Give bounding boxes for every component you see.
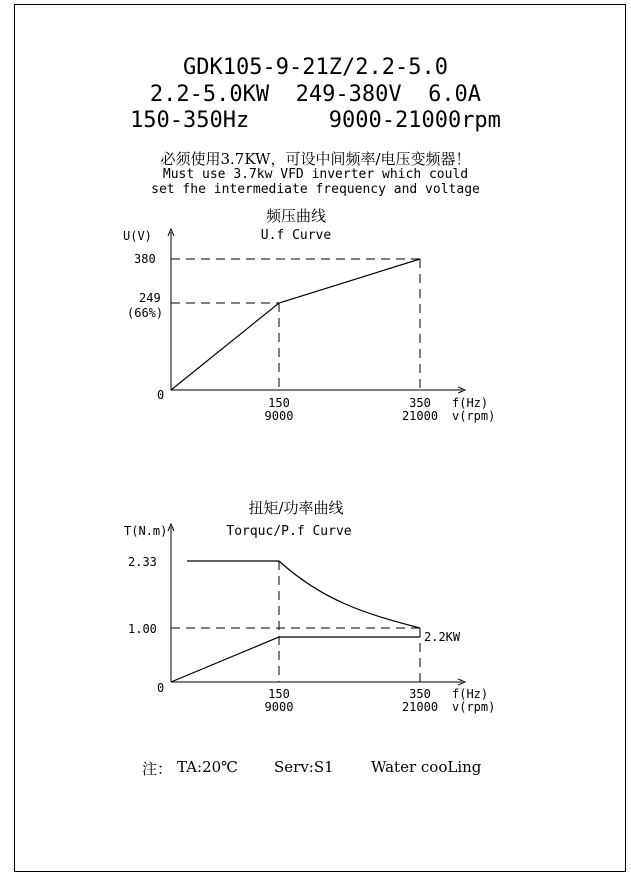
- uf-x-tick-350: 350: [409, 396, 431, 410]
- power-label: 2.2KW: [424, 630, 461, 644]
- torque-falloff-curve: [279, 561, 420, 628]
- uf-title-cn: 频压曲线: [265, 207, 327, 225]
- torque-y-axis-label: T(N.m): [124, 524, 168, 538]
- uf-y-axis-label: U(V): [123, 229, 152, 243]
- torque-x-tick-21000: 21000: [401, 700, 439, 714]
- note-english-2: set fhe intermediate frequency and voltage: [151, 182, 480, 197]
- uf-x-tick-150: 150: [268, 396, 290, 410]
- uf-tick-249: 249: [139, 291, 161, 305]
- uf-x-tick-21000: 21000: [401, 409, 439, 423]
- note-english-1: Must use 3.7kw VFD inverter which could: [162, 167, 469, 182]
- torque-x-unit-hz: f(Hz): [452, 687, 489, 701]
- torque-x-unit-rpm: v(rpm): [452, 700, 496, 714]
- footer-ambient-temp: TA:20℃: [177, 758, 238, 776]
- torque-x-tick-350: 350: [409, 687, 431, 701]
- uf-x-tick-9000: 9000: [264, 409, 294, 423]
- uf-tick-380: 380: [134, 252, 156, 266]
- model-title: GDK105-9-21Z/2.2-5.0: [183, 55, 448, 80]
- torque-title-cn: 扭矩/功率曲线: [248, 499, 344, 517]
- torque-title-en: Torquc/P.f Curve: [226, 524, 352, 539]
- torque-tick-1-00: 1.00: [128, 622, 157, 636]
- uf-tick-0: 0: [157, 388, 165, 402]
- note-chinese: 必须使用3.7KW，可设中间频率/电压变频器！: [160, 150, 471, 168]
- torque-tick-2-33: 2.33: [128, 555, 157, 569]
- uf-curve: [171, 259, 420, 390]
- footer-note-prefix: 注：: [142, 760, 173, 778]
- spec-line-2: 150-350Hz 9000-21000rpm: [130, 108, 501, 133]
- torque-x-tick-9000: 9000: [264, 700, 294, 714]
- uf-x-unit-rpm: v(rpm): [452, 409, 496, 423]
- footer-cooling: Water cooLing: [371, 758, 482, 776]
- uf-tick-66pct: (66%): [127, 306, 164, 320]
- uf-title-en: U.f Curve: [260, 228, 332, 243]
- footer-service-duty: Serv:S1: [274, 758, 334, 776]
- spec-line-1: 2.2-5.0KW 249-380V 6.0A: [149, 82, 482, 107]
- uf-x-unit-hz: f(Hz): [452, 396, 489, 410]
- power-curve: [171, 637, 420, 682]
- torque-tick-0: 0: [157, 681, 165, 695]
- torque-x-tick-150: 150: [268, 687, 290, 701]
